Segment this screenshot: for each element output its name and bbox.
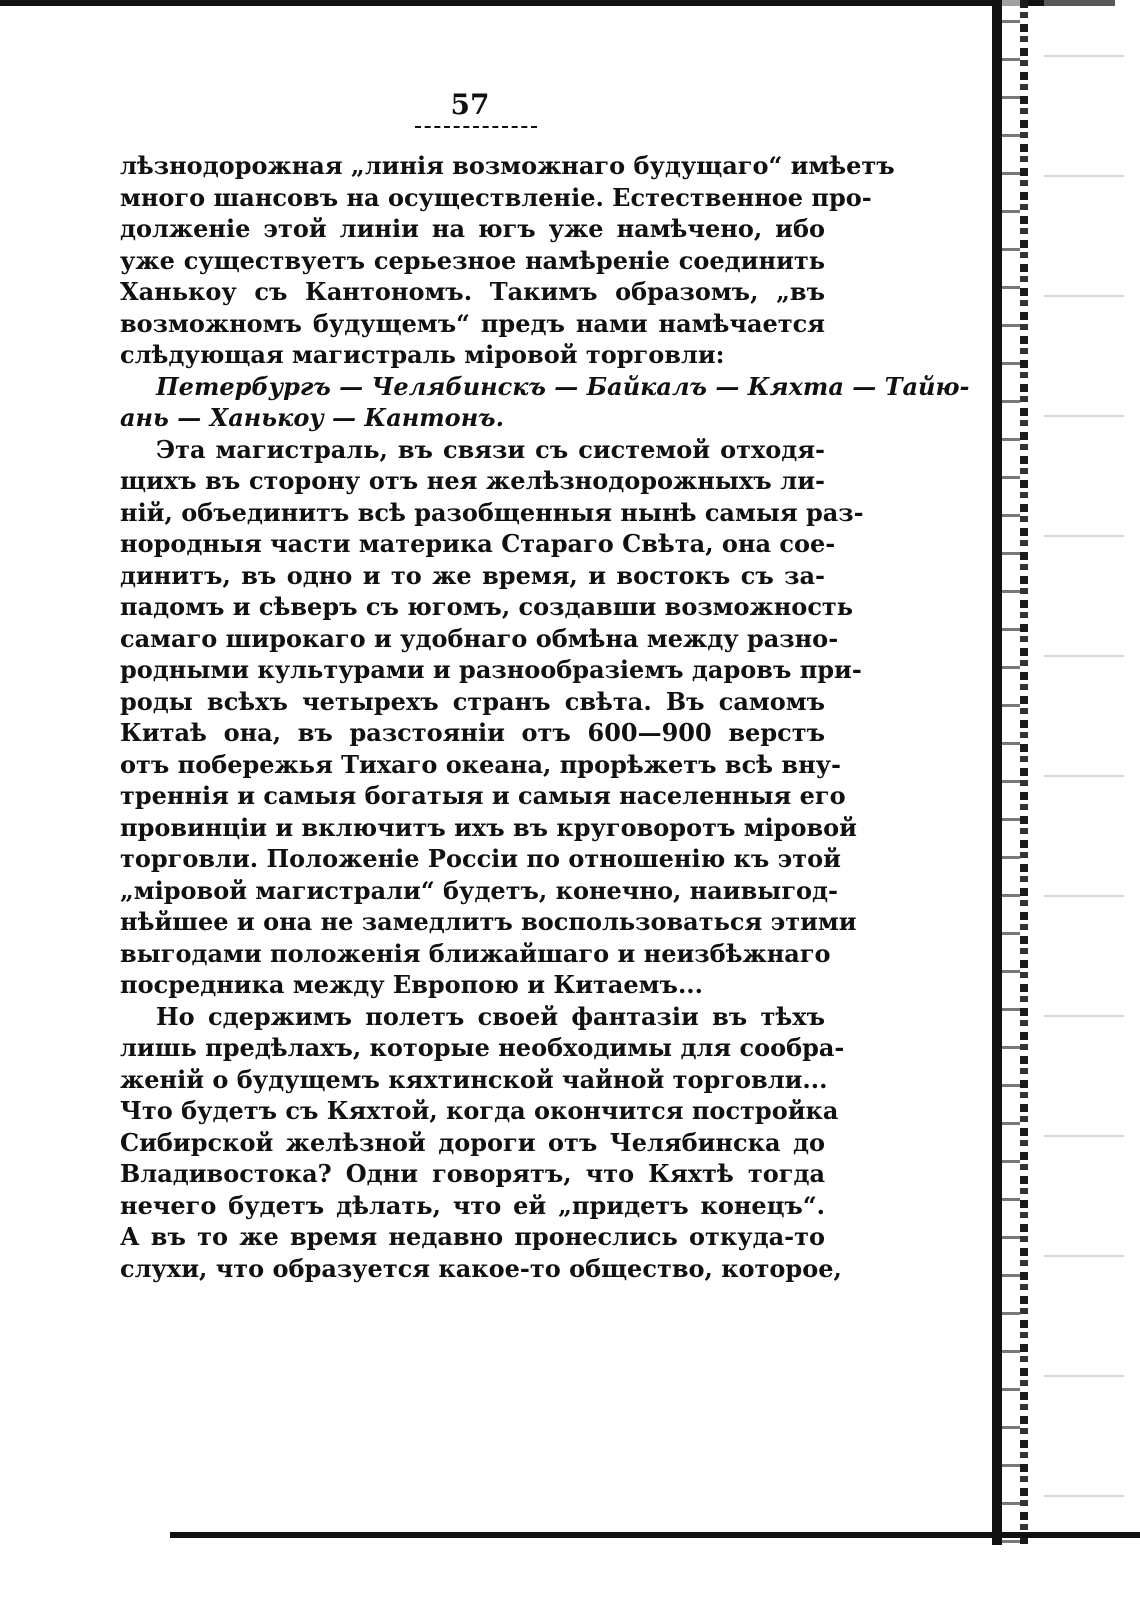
text-line: роды всѣхъ четырехъ странъ свѣта. Въ самомъ (120, 686, 825, 716)
text-line: ній, объединитъ всѣ разобщенныя нынѣ самыя раз- (120, 497, 864, 527)
text-line: Что будетъ съ Кяхтой, когда окончится постройка (120, 1096, 839, 1125)
text-line: провинціи и включитъ ихъ въ круговоротъ міровой (120, 812, 857, 842)
text-line: торговли. Положеніе Россіи по отношенію къ этой (120, 844, 841, 873)
text-line: нечего будетъ дѣлать, что ей „придетъ конецъ“. (120, 1190, 825, 1220)
paragraph-start: Но сдержимъ полетъ своей фантазіи въ тѣхъ (156, 1001, 825, 1031)
page-number-rule (415, 126, 537, 128)
text-line: лишь предѣлахъ, которые необходимы для сообра- (120, 1033, 845, 1062)
text-line: Китаѣ она, въ разстояніи отъ 600—900 верстъ (120, 718, 825, 747)
scan-noise (1044, 0, 1124, 1530)
text-line: лѣзнодорожная „линія возможнаго будущаго“ имѣетъ (120, 151, 895, 180)
text-line: женій о будущемъ кяхтинской чайной торговли... (120, 1064, 828, 1094)
text-line: А въ то же время недавно пронеслись откуда-то (120, 1222, 825, 1251)
route-line: Петербургъ — Челябинскъ — Байкалъ — Кяхта — Тайю- (156, 371, 970, 401)
text-line: треннія и самыя богатыя и самыя населенныя его (120, 781, 846, 810)
body-text (120, 150, 970, 1284)
text-line: родными культурами и разнообразіемъ даровъ при- (120, 655, 862, 684)
text-line: слухи, что образуется какое-то общество, которое, (120, 1253, 842, 1283)
text-line: „міровой магистрали“ будетъ, конечно, наивыгод- (120, 875, 838, 905)
text-line: щихъ въ сторону отъ нея желѣзнодорожныхъ ли- (120, 466, 825, 495)
text-line: нородныя части материка Стараго Свѣта, она сое- (120, 529, 836, 558)
scan-top-border (0, 0, 1115, 6)
paragraph-start: Эта магистраль, въ связи съ системой отходя- (156, 434, 825, 464)
text-line: Ханькоу съ Кантономъ. Такимъ образомъ, „въ (120, 277, 825, 306)
page-number: 57 (450, 88, 490, 121)
route-line: ань — Ханькоу — Кантонъ. (120, 403, 504, 432)
text-line: много шансовъ на осуществленіе. Естественное про- (120, 182, 872, 212)
text-line: выгодами положенія ближайшаго и неизбѣжнаго (120, 938, 831, 968)
text-line: посредника между Европою и Китаемъ... (120, 970, 704, 999)
text-line: возможномъ будущемъ“ предъ нами намѣчается (120, 308, 825, 338)
text-line: отъ побережья Тихаго океана, прорѣжетъ всѣ вну- (120, 749, 841, 779)
text-line: долженіе этой линіи на югъ уже намѣчено, ибо (120, 214, 825, 243)
binding-shadow (1002, 0, 1020, 1545)
text-line: Сибирской желѣзной дороги отъ Челябинска до (120, 1127, 825, 1157)
binding-outer-edge (1020, 0, 1028, 1545)
scan-bottom-border (170, 1532, 1140, 1538)
text-line: уже существуетъ серьезное намѣреніе соединить (120, 245, 825, 275)
text-line: самаго широкаго и удобнаго обмѣна между разно- (120, 623, 839, 653)
text-line: динитъ, въ одно и то же время, и востокъ съ за- (120, 560, 825, 590)
text-line: слѣдующая магистраль міровой торговли: (120, 340, 725, 369)
binding-edge (992, 0, 1002, 1545)
text-line: Владивостока? Одни говорятъ, что Кяхтѣ тогда (120, 1159, 825, 1188)
text-line: нѣйшее и она не замедлитъ воспользоваться этими (120, 907, 857, 936)
text-line: падомъ и сѣверъ съ югомъ, создавши возможность (120, 592, 854, 621)
